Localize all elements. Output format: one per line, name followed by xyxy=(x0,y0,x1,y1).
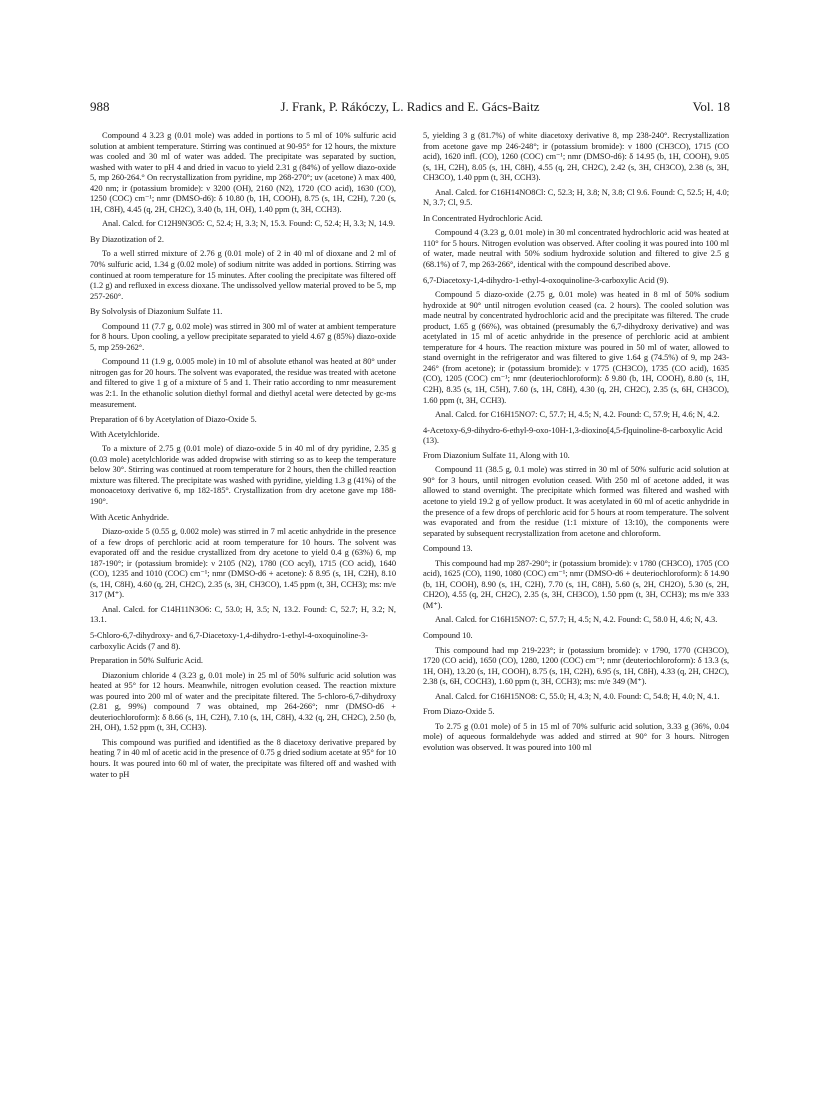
paragraph: Compound 4 3.23 g (0.01 mole) was added in portions to 5 ml of 10% sulfuric acid solution at ambient temperature. Stirring was continued at 90-95° for 12 hours, the mixture was cooled and 30 ml of water was added. The precipitate was separated by suction, washed with water to pH 4 and dried in vacuo to yield 2.31 g (84%) of yellow diazo-oxide 5, mp 260-264.° On recrystallization from pyridine, mp 268-270°; uv (acetone) λ max 400, 420 nm; ir (potassium bromide): ν 3200 (OH), 2160 (N2), 1720 (CO acid), 1630 (CO), 1250 (COC) cm⁻¹; nmr (DMSO-d6): δ 10.80 (b, 1H, COOH), 8.75 (s, 1H, C2H), 7.20 (s, 1H, C8H), 4.45 (q, 2H, CH2C), 3.40 (b, 1H, OH), 1.40 ppm (t, 3H, CCH3). xyxy=(90,130,396,214)
analysis-paragraph: Anal. Calcd. for C12H9N3O5: C, 52.4; H, 3.3; N, 15.3. Found: C, 52.4; H, 3.3; N, 14.9. xyxy=(102,218,395,229)
analysis-paragraph: Anal. Calcd. for C16H15NO7: C, 57.7; H, 4.5; N, 4.2. Found: C, 57.9; H, 4.6; N, 4.2. xyxy=(435,409,720,420)
paragraph: Compound 11 (38.5 g, 0.1 mole) was stirred in 30 ml of 50% sulfuric acid solution at 90° for 3 hours, until nitrogen evolution ceased. With 250 ml of acetone added, it was allowed to stand overnight. The precipitate which formed was filtered and washed with acetone to yield 19.2 g of yellow product. It was acetylated in 60 ml of acetic anhydride in the presence of a few drops of perchloric acid for 5 hours at room temperature. The solvent was evaporated and from the residue (1:1 mixture of 13:10), the components were separated by subsequent recrystallization from acetone and chloroform. xyxy=(423,464,729,538)
section-heading: By Diazotization of 2. xyxy=(90,233,164,244)
subsection-heading: Preparation in 50% Sulfuric Acid. xyxy=(90,655,203,666)
paragraph: 5, yielding 3 g (81.7%) of white diacetoxy derivative 8, mp 238-240°. Recrystallization from acetone gave mp 246-248°; ir (potassium bromide): ν 1800 (CH3CO), 1715 (CO acid), 1620 infl. (CO), 1260 (COC) cm⁻¹; nmr (DMSO-d6): δ 14.95 (b, 1H, COOH), 9.05 (s, 1H, C2H), 8.05 (s, 1H, C8H), 4.55 (q, 2H, CH2C), 2.42 (s, 3H, CH3CO), 2.38 (s, 3H, CH3CO), 1.40 ppm (t, 3H, CCH3). xyxy=(423,130,729,183)
paragraph: Compound 11 (1.9 g, 0.005 mole) in 10 ml of absolute ethanol was heated at 80° under nitrogen gas for 20 hours. The solvent was evaporated, the residue was treated with acetone and filtered to give 1 g of a mixture of 5 and 1. Their ratio according to nmr measurement was 2:1. In the ethanolic solution diethyl formal and diethyl acetal were detected by gc-ms measurement. xyxy=(90,356,396,409)
subsection-heading: With Acetylchloride. xyxy=(90,428,160,439)
analysis-paragraph: Anal. Calcd. for C14H11N3O6: C, 53.0; H, 3.5; N, 13.2. Found: C, 52.7; H, 3.2; N, 13.1. xyxy=(90,603,396,625)
analysis-paragraph: Anal. Calcd. for C16H14NO8Cl: C, 52.3; H, 3.8; N, 3.8; Cl 9.6. Found: C, 52.5; H, 4.0; N, 3.7; Cl, 9.5. xyxy=(423,186,729,208)
section-heading: 5-Chloro-6,7-dihydroxy- and 6,7-Diacetoxy-1,4-dihydro-1-ethyl-4-oxoquinoline-3-carboxylic Acids (7 and 8). xyxy=(90,629,368,651)
analysis-paragraph: Anal. Calcd. for C16H15NO8: C, 55.0; H, 4.3; N, 4.0. Found: C, 54.8; H, 4.0; N, 4.1. xyxy=(435,690,720,701)
paragraph: To a well stirred mixture of 2.76 g (0.01 mole) of 2 in 40 ml of dioxane and 2 ml of 70% sulfuric acid, 1.34 g (0.02 mole) of sodium nitrite was added in portions. Stirring was continued at room temperature for 15 minutes. After cooling the precipitate was filtered off (1.2 g) and refluxed in excess dioxane. The undissolved yellow material proved to be 5, mp 257-260°. xyxy=(90,248,396,301)
section-heading: By Solvolysis of Diazonium Sulfate 11. xyxy=(90,306,223,317)
section-heading: 4-Acetoxy-6,9-dihydro-6-ethyl-9-oxo-10H-1,3-dioxino[4,5-f]quinoline-8-carboxylic Acid (13). xyxy=(423,424,723,446)
paragraph: This compound had mp 219-223°; ir (potassium bromide): ν 1790, 1770 (CH3CO), 1720 (CO acid), 1650 (CO), 1280, 1200 (COC) cm⁻¹; nmr (deuteriochloroform): δ 13.3 (s, 1H, OH), 13.20 (s, 1H, COOH), 8.75 (s, 1H, C2H), 6.95 (s, 1H, C8H), 4.33 (q, 2H, CH2C), 2.38 (s, 6H, COCH3), 1.60 ppm (t, 3H, CCH3); ms: m/e 349 (M⁺). xyxy=(423,644,729,687)
subsection-heading: From Diazonium Sulfate 11, Along with 10. xyxy=(423,449,570,460)
volume-label: Vol. 18 xyxy=(692,99,730,114)
paragraph: Compound 4 (3.23 g, 0.01 mole) in 30 ml concentrated hydrochloric acid was heated at 110° for 5 hours. Nitrogen evolution was observed. After cooling it was poured into 100 ml of water, made neutral with 50% sodium hydroxide solution and filtered to give 2.5 g (68.1%) of 7, mp 263-266°, identical with the compound described above. xyxy=(423,227,729,270)
subsection-heading: With Acetic Anhydride. xyxy=(90,511,169,522)
paragraph: To a mixture of 2.75 g (0.01 mole) of diazo-oxide 5 in 40 ml of dry pyridine, 2.35 g (0.03 mole) acetylchloride was added dropwise with stirring so as to keep the temperature below 30°. Stirring was continued at room temperature for 2 hours, then the chilled reaction mixture was filtered. The precipitate was washed with pyridine, yielding 1.3 g (41%) of the monoacetoxy derivative 6, mp 182-185°. Crystallization from dry acetone gave mp 188-190°. xyxy=(90,443,396,506)
paragraph: To 2.75 g (0.01 mole) of 5 in 15 ml of 70% sulfuric acid solution, 3.33 g (36%, 0.04 mole) of aqueous formaldehyde was added and stirred at 90° for 3 hours. Nitrogen evolution was observed. It was poured into 100 ml xyxy=(423,720,729,752)
paragraph: Diazo-oxide 5 (0.55 g, 0.002 mole) was stirred in 7 ml acetic anhydride in the presence of a few drops of perchloric acid at room temperature for 10 hours. The solvent was evaporated off and the residue crystallized from dry acetone to yield 0.4 g (63%) 6, mp 187-190°; ir (potassium bromide): ν 2105 (N2), 1780 (CO acyl), 1715 (CO acid), 1640 (CO), 1235 and 1010 (COC) cm⁻¹; nmr (DMSO-d6 + acetone): δ 8.95 (s, 1H, C2H), 8.10 (s, 1H, C8H), 4.60 (q, 2H, CH2C), 2.35 (s, 3H, CH3CO), 1.45 ppm (t, 3H, CCH3); ms: m/e 317 (M⁺). xyxy=(90,526,396,600)
section-heading: 6,7-Diacetoxy-1,4-dihydro-1-ethyl-4-oxoquinoline-3-carboxylic Acid (9). xyxy=(423,274,669,285)
paragraph: This compound had mp 287-290°; ir (potassium bromide): ν 1780 (CH3CO), 1705 (CO acid), 1625 (CO), 1190, 1080 (COC) cm⁻¹; nmr (DMSO-d6 + deuteriochloroform): δ 14.90 (b, 1H, COOH), 8.90 (s, 1H, C2H), 7.70 (s, 1H, C8H), 5.60 (s, 2H, CH2O), 5.30 (s, 2H, CH2O), 4.55 (q, 2H, CH2C), 2.35 (s, 3H, CH3CO), 1.50 ppm (t, 3H, CCH3); ms m/e 333 (M⁺). xyxy=(423,557,729,610)
right-column xyxy=(423,130,729,1080)
left-column xyxy=(90,130,396,1080)
subsection-heading: Compound 10. xyxy=(423,629,473,640)
subsection-heading: Compound 13. xyxy=(423,543,473,554)
paragraph: Compound 11 (7.7 g, 0.02 mole) was stirred in 300 ml of water at ambient temperature for 8 hours. Upon cooling, a yellow precipitate separated to yield 4.67 g (85%) diazo-oxide 5, mp 259-262°. xyxy=(90,320,396,352)
paragraph: This compound was purified and identified as the 8 diacetoxy derivative prepared by heating 7 in 40 ml of acetic acid in the presence of 0.75 g dried sodium acetate at 95° for 10 hours. It was poured into 60 ml of water, the precipitate was filtered off and washed with water to pH xyxy=(90,736,396,779)
section-heading: In Concentrated Hydrochloric Acid. xyxy=(423,212,543,223)
section-heading: Preparation of 6 by Acetylation of Diazo-Oxide 5. xyxy=(90,414,257,425)
page-header xyxy=(90,99,730,115)
subsection-heading: From Diazo-Oxide 5. xyxy=(423,706,495,717)
analysis-paragraph: Anal. Calcd. for C16H15NO7: C, 57.7; H, 4.5; N, 4.2. Found: C, 58.0 H, 4.6; N, 4.3. xyxy=(435,614,718,625)
paragraph: Compound 5 diazo-oxide (2.75 g, 0.01 mole) was heated in 8 ml of 50% sodium hydroxide at 90° until nitrogen evolution ceased (ca. 2 hours). The cooled solution was made neutral by concentrated hydrochloric acid and the precipitate was filtered. The crude product, 1.65 g (66%), was obtained (presumably the 6,7-dihydroxy derivative) and was acetylated in 15 ml of acetic anhydride in the presence of perchloric acid at ambient temperature for 4 hours. The reaction mixture was poured in 50 ml of water, allowed to stand overnight in the refrigerator and was filtered to give 1.64 g (74.5%) of 9, mp 243-246° (from acetone); ir (potassium bromide): ν 1775 (CH3CO), 1735 (CO acid), 1635 (CO), 1205 (COC) cm⁻¹; nmr (deuteriochloroform): δ 9.80 (b, 1H, COOH), 8.80 (s, 1H, C2H), 8.35 (s, 1H, C5H), 7.60 (s, 1H, C8H), 4.30 (q, 2H, CH2C), 2.35 (s, 6H, CH3CO), 1.60 ppm (t, 3H, CCH3). xyxy=(423,289,729,405)
paragraph: Diazonium chloride 4 (3.23 g, 0.01 mole) in 25 ml of 50% sulfuric acid solution was heated at 95° for 12 hours. Meanwhile, nitrogen evolution ceased. The reaction mixture was poured into 200 ml of water and the precipitate filtered. The 5-chloro-6,7-dihydroxy (2.81 g, 99%) compound 7 was obtained, mp 264-266°; nmr (DMSO-d6 + deuteriochloroform): δ 8.66 (s, 1H, C2H), 7.10 (s, 1H, C8H), 4.32 (q, 2H, CH2C), 2.50 (b, 2H, OH), 1.52 ppm (t, 3H, CCH3). xyxy=(90,669,396,733)
page-number: 988 xyxy=(90,99,110,114)
running-head-authors: J. Frank, P. Rákóczy, L. Radics and E. Gács-Baitz xyxy=(280,99,540,114)
